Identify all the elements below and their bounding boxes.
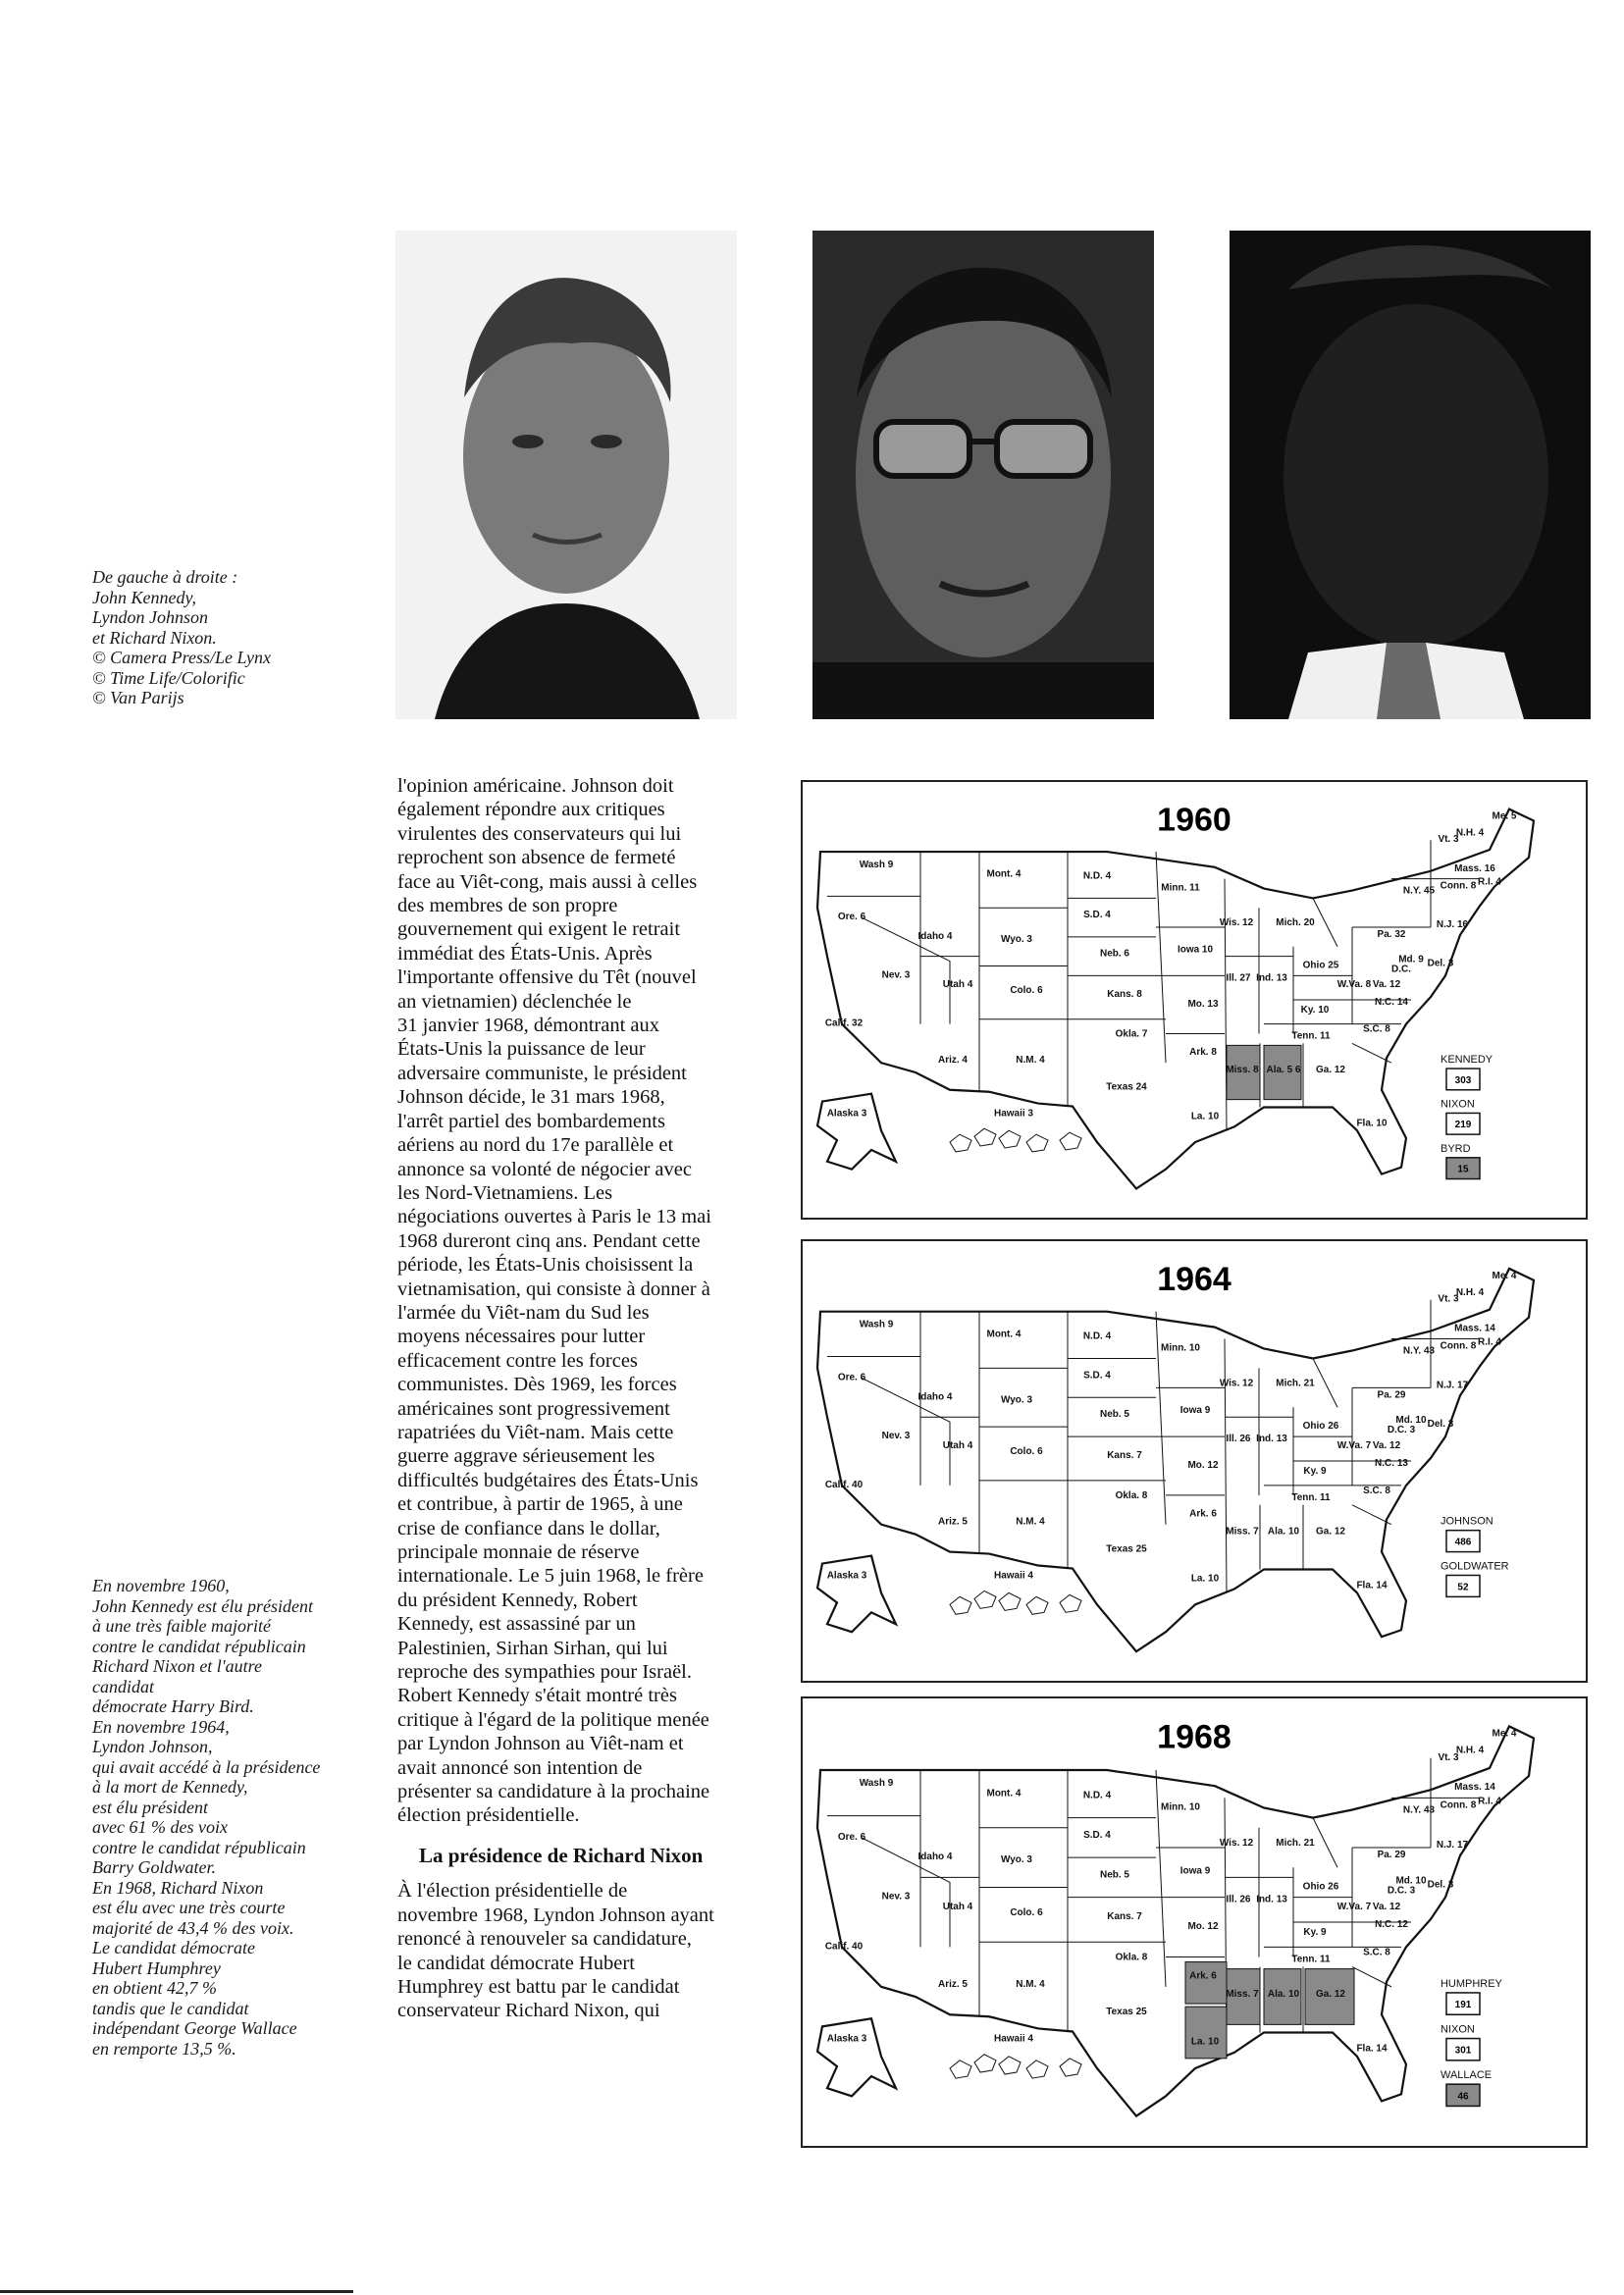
state-label-kans: Kans. 7 (1107, 1450, 1142, 1462)
state-label-kans: Kans. 8 (1107, 989, 1142, 1001)
state-label-miss: Miss. 7 (1226, 1988, 1259, 2001)
state-label-dc: D.C. (1391, 964, 1411, 975)
state-label-sc: S.C. 8 (1363, 1947, 1390, 1958)
state-label-ga: Ga. 12 (1315, 1526, 1346, 1538)
article-paragraph (397, 774, 770, 1828)
state-label-nj: N.J. 17 (1436, 1839, 1469, 1852)
state-label-mass: Mass. 14 (1454, 1782, 1495, 1794)
text-line: guerre aggrave sérieusement les (397, 1445, 655, 1468)
text-line: présenter sa candidature à la prochaine (397, 1781, 710, 1803)
state-label-ill: Ill. 27 (1226, 972, 1251, 984)
text-line: adversaire communiste, le président (397, 1062, 687, 1084)
text-line: 31 janvier 1968, démontrant aux (397, 1015, 660, 1037)
state-label-sd: S.D. 4 (1083, 1370, 1111, 1382)
state-label-mich: Mich. 21 (1276, 1837, 1315, 1849)
state-label-wis: Wis. 12 (1219, 917, 1254, 929)
state-label-nh: N.H. 4 (1455, 1286, 1485, 1298)
legend-value: 219 (1454, 1120, 1472, 1131)
caption-line: Barry Goldwater. (92, 1857, 216, 1877)
text-line: 1968 dureront cinq ans. Pendant cette (397, 1229, 701, 1252)
hawaii-island (1060, 2059, 1081, 2076)
text-line: période, les États-Unis choisissent la (397, 1254, 694, 1277)
state-label-kans: Kans. 7 (1107, 1910, 1142, 1922)
state-label-va: Va. 12 (1372, 1440, 1401, 1452)
state-label-wis: Wis. 12 (1219, 1837, 1254, 1849)
text-line: communistes. Dès 1969, les forces (397, 1374, 677, 1396)
state-label-utah: Utah 4 (942, 1440, 973, 1452)
state-label-tenn: Tenn. 11 (1291, 1030, 1331, 1042)
legend-value: 46 (1457, 2091, 1469, 2103)
state-label-ala: Ala. 5 6 (1266, 1065, 1301, 1075)
caption-line: est élu président (92, 1797, 208, 1817)
text-line: du président Kennedy, Robert (397, 1589, 638, 1611)
map-year-title: 1968 (1157, 1718, 1231, 1756)
text-line: an vietnamien) déclenchée le (397, 990, 632, 1013)
text-line: aériens au nord du 17e parallèle et (397, 1134, 674, 1157)
state-label-nd: N.D. 4 (1082, 870, 1112, 882)
state-label-texas: Texas 25 (1106, 1543, 1147, 1555)
state-label-neb: Neb. 6 (1100, 948, 1129, 960)
state-label-calif: Calif. 40 (824, 1941, 864, 1953)
text-line: crise de confiance dans le dollar, (397, 1517, 660, 1539)
caption-line: Lyndon Johnson (92, 607, 208, 627)
legend-name: HUMPHREY (1441, 1977, 1502, 1990)
state-label-mo: Mo. 13 (1187, 998, 1219, 1010)
election-map-1964 (801, 1239, 1588, 1683)
state-label-fla: Fla. 14 (1356, 2043, 1388, 2055)
map-year-title: 1960 (1157, 801, 1231, 839)
state-label-nc: N.C. 14 (1375, 996, 1408, 1008)
state-label-ohio: Ohio 25 (1302, 960, 1339, 971)
text-line: Humphrey est battu par le candidat (397, 1975, 680, 1998)
map-svg (803, 1698, 1586, 2146)
hawaii-island (999, 2057, 1021, 2074)
shaded-state-ark (1185, 1962, 1227, 2005)
alaska-shape (817, 1094, 896, 1170)
state-label-fla: Fla. 14 (1356, 1580, 1388, 1591)
state-label-ill: Ill. 26 (1226, 1894, 1251, 1905)
state-label-nc: N.C. 13 (1375, 1457, 1408, 1469)
text-line: l'arrêt partiel des bombardements (397, 1110, 665, 1132)
legend-name: BYRD (1441, 1142, 1471, 1155)
elections-caption (92, 1576, 357, 2059)
state-label-miss: Miss. 8 (1226, 1065, 1259, 1075)
state-label-sc: S.C. 8 (1363, 1023, 1390, 1035)
state-label-neb: Neb. 5 (1100, 1409, 1129, 1421)
state-label-nh: N.H. 4 (1455, 827, 1485, 839)
state-label-ore: Ore. 6 (837, 912, 866, 923)
map-year-title: 1964 (1157, 1260, 1231, 1298)
state-label-dc: D.C. 3 (1387, 1425, 1416, 1436)
state-label-sd: S.D. 4 (1083, 910, 1111, 921)
state-label-pa: Pa. 32 (1377, 928, 1406, 940)
state-label-ky: Ky. 10 (1300, 1004, 1330, 1016)
state-label-ariz: Ariz. 4 (938, 1055, 968, 1067)
state-label-utah: Utah 4 (942, 1901, 973, 1912)
state-label-mo: Mo. 12 (1187, 1459, 1219, 1471)
state-label-hawaii: Hawaii 4 (994, 1570, 1033, 1582)
state-label-wash: Wash 9 (859, 1319, 894, 1330)
legend-value: 52 (1457, 1582, 1469, 1593)
state-label-wva: W.Va. 7 (1336, 1901, 1372, 1912)
state-label-wyo: Wyo. 3 (1000, 933, 1033, 945)
text-line: des membres de son propre (397, 895, 618, 917)
alaska-shape (817, 1556, 896, 1633)
photo-lyndon-johnson (812, 231, 1154, 719)
text-line: face au Viêt-cong, mais aussi à celles (397, 870, 698, 893)
text-line: États-Unis la puissance de leur (397, 1038, 646, 1061)
state-label-nh: N.H. 4 (1455, 1745, 1485, 1756)
state-label-ky: Ky. 9 (1303, 1927, 1327, 1939)
state-label-vt: Vt. 3 (1438, 1751, 1459, 1763)
caption-line: contre le candidat républicain (92, 1837, 306, 1857)
caption-line: démocrate Harry Bird. (92, 1696, 254, 1716)
shaded-state-la (1185, 2007, 1227, 2059)
caption-line: En 1968, Richard Nixon (92, 1877, 264, 1898)
state-label-ny: N.Y. 43 (1402, 1804, 1436, 1816)
state-label-ind: Ind. 13 (1256, 1434, 1287, 1445)
legend-value: 301 (1454, 2045, 1472, 2057)
state-label-idaho: Idaho 4 (917, 930, 953, 942)
state-label-ind: Ind. 13 (1256, 1894, 1287, 1905)
text-line: Kennedy, est assassiné par un (397, 1613, 636, 1636)
caption-line: John Kennedy est élu président (92, 1595, 313, 1616)
state-label-wash: Wash 9 (859, 859, 894, 870)
state-label-calif: Calif. 40 (824, 1479, 864, 1490)
caption-line: De gauche à droite : (92, 567, 238, 587)
state-label-nm: N.M. 4 (1016, 1516, 1045, 1528)
text-line: novembre 1968, Lyndon Johnson ayant (397, 1904, 714, 1926)
hawaii-island (999, 1592, 1021, 1610)
state-label-hawaii: Hawaii 4 (994, 2033, 1033, 2045)
caption-line: tandis que le candidat (92, 1998, 249, 2018)
state-label-sd: S.D. 4 (1083, 1829, 1111, 1841)
text-line: Palestinien, Sirhan Sirhan, qui lui (397, 1637, 668, 1659)
state-label-nev: Nev. 3 (881, 1431, 911, 1442)
legend-name: NIXON (1441, 1098, 1475, 1111)
text-line: par Lyndon Johnson au Viêt-nam et (397, 1733, 684, 1755)
photo-richard-nixon (1230, 231, 1591, 719)
state-label-ri: R.I. 4 (1478, 1336, 1501, 1348)
state-label-del: Del. 3 (1427, 958, 1454, 969)
text-line: annonce sa volonté de négocier avec (397, 1158, 692, 1180)
state-label-okla: Okla. 8 (1115, 1489, 1148, 1501)
caption-line: avec 61 % des voix (92, 1817, 228, 1837)
state-label-va: Va. 12 (1372, 979, 1401, 991)
election-map-1968 (801, 1696, 1588, 2148)
state-label-iowa: Iowa 9 (1179, 1405, 1211, 1417)
state-label-texas: Texas 24 (1106, 1081, 1147, 1093)
state-label-okla: Okla. 7 (1115, 1028, 1148, 1040)
state-label-md: Md. 10 (1395, 1415, 1427, 1427)
caption-line: contre le candidat républicain (92, 1636, 306, 1656)
caption-line: John Kennedy, (92, 587, 196, 607)
caption-line: © Camera Press/Le Lynx (92, 648, 271, 667)
state-label-wis: Wis. 12 (1219, 1378, 1254, 1389)
state-label-sc: S.C. 8 (1363, 1485, 1390, 1496)
state-label-mont: Mont. 4 (986, 1788, 1022, 1799)
text-line: et contribue, à partir de 1965, à une (397, 1493, 683, 1516)
text-line: internationale. Le 5 juin 1968, le frère (397, 1565, 704, 1588)
text-line: l'armée du Viêt-nam du Sud les (397, 1301, 650, 1324)
state-label-la: La. 10 (1190, 1573, 1220, 1585)
state-label-ariz: Ariz. 5 (938, 1978, 968, 1990)
state-label-texas: Texas 25 (1106, 2007, 1147, 2018)
hawaii-island (1060, 1132, 1081, 1150)
legend-value: 486 (1454, 1537, 1472, 1548)
text-line: difficultés budgétaires des États-Unis (397, 1469, 699, 1491)
state-label-del: Del. 3 (1427, 1879, 1454, 1891)
state-label-wyo: Wyo. 3 (1001, 1854, 1032, 1866)
map-svg (803, 782, 1586, 1218)
state-label-vt: Vt. 3 (1438, 834, 1459, 846)
state-label-ky: Ky. 9 (1303, 1465, 1327, 1477)
text-line: À l'élection présidentielle de (397, 1880, 628, 1903)
text-line: élection présidentielle. (397, 1804, 580, 1827)
caption-line: En novembre 1964, (92, 1716, 230, 1737)
caption-line: et Richard Nixon. (92, 627, 217, 648)
article-paragraph (397, 1879, 770, 2022)
state-label-nev: Nev. 3 (881, 969, 911, 981)
hawaii-island (974, 2055, 996, 2072)
hawaii-island (950, 1596, 971, 1614)
caption-line: majorité de 43,4 % des voix. (92, 1917, 294, 1938)
state-label-conn: Conn. 8 (1440, 1340, 1477, 1352)
text-line: également répondre aux critiques (397, 799, 665, 821)
state-label-ind: Ind. 13 (1256, 972, 1287, 984)
map-svg (803, 1241, 1586, 1681)
state-label-md: Md. 9 (1398, 954, 1424, 965)
alaska-shape (817, 2018, 896, 2096)
state-label-alaska: Alaska 3 (826, 1570, 867, 1582)
caption-line: indépendant George Wallace (92, 2018, 297, 2038)
state-label-me: Me. 4 (1492, 1270, 1517, 1281)
state-label-ill: Ill. 26 (1226, 1434, 1251, 1445)
state-label-nm: N.M. 4 (1016, 1055, 1045, 1067)
hawaii-island (1026, 1596, 1048, 1614)
state-label-la: La. 10 (1190, 2036, 1220, 2048)
caption-line: à une très faible majorité (92, 1616, 271, 1636)
text-line: gouvernement qui exigent le retrait (397, 918, 681, 941)
state-label-ga: Ga. 12 (1316, 1988, 1345, 2001)
state-label-hawaii: Hawaii 3 (994, 1108, 1033, 1120)
state-label-mass: Mass. 14 (1454, 1323, 1495, 1334)
state-label-conn: Conn. 8 (1440, 880, 1477, 892)
caption-line: candidat (92, 1676, 154, 1696)
state-label-iowa: Iowa 10 (1177, 944, 1214, 956)
state-label-neb: Neb. 5 (1100, 1869, 1129, 1881)
section-heading: La présidence de Richard Nixon (419, 1843, 704, 1867)
hawaii-island (974, 1591, 996, 1608)
state-label-del: Del. 3 (1427, 1419, 1454, 1431)
text-line: les Nord-Vietnamiens. Les (397, 1181, 613, 1204)
state-label-mo: Mo. 12 (1187, 1921, 1219, 1933)
legend-value: 191 (1454, 2000, 1472, 2011)
caption-line: En novembre 1960, (92, 1576, 230, 1595)
text-line: conservateur Richard Nixon, qui (397, 2000, 660, 2022)
article-body (397, 774, 770, 2023)
state-label-minn: Minn. 10 (1161, 1801, 1200, 1813)
state-label-nc: N.C. 12 (1375, 1919, 1408, 1931)
state-label-ore: Ore. 6 (837, 1372, 866, 1383)
state-label-wash: Wash 9 (859, 1778, 894, 1790)
text-line: efficacement contre les forces (397, 1349, 638, 1372)
state-label-ark: Ark. 6 (1189, 1970, 1217, 1982)
state-label-minn: Minn. 10 (1161, 1342, 1200, 1354)
state-label-nd: N.D. 4 (1082, 1330, 1112, 1342)
caption-line: Richard Nixon et l'autre (92, 1656, 262, 1676)
text-line: Robert Kennedy s'était montré très (397, 1685, 677, 1707)
caption-line: Le candidat démocrate (92, 1938, 255, 1957)
legend-name: JOHNSON (1441, 1515, 1493, 1528)
state-label-nev: Nev. 3 (881, 1891, 911, 1903)
caption-line: © Van Parijs (92, 688, 184, 707)
caption-line: est élu avec une très courte (92, 1898, 286, 1917)
legend-name: NIXON (1441, 2023, 1475, 2036)
state-label-ark: Ark. 6 (1189, 1508, 1217, 1520)
text-line: vietnamisation, qui consiste à donner à (397, 1278, 710, 1300)
caption-line: Hubert Humphrey (92, 1957, 221, 1978)
state-label-iowa: Iowa 9 (1179, 1865, 1211, 1877)
state-label-pa: Pa. 29 (1377, 1850, 1406, 1861)
legend-name: GOLDWATER (1441, 1560, 1509, 1573)
state-label-nd: N.D. 4 (1082, 1790, 1112, 1801)
hawaii-island (950, 2060, 971, 2078)
text-line: critique à l'égard de la politique menée (397, 1708, 709, 1731)
state-label-colo: Colo. 6 (1010, 1906, 1043, 1918)
state-label-conn: Conn. 8 (1440, 1799, 1477, 1811)
hawaii-island (999, 1130, 1021, 1148)
state-label-alaska: Alaska 3 (826, 2033, 867, 2045)
state-label-calif: Calif. 32 (824, 1017, 864, 1029)
state-label-okla: Okla. 8 (1115, 1952, 1148, 1963)
state-label-minn: Minn. 11 (1161, 882, 1200, 894)
state-label-md: Md. 10 (1395, 1875, 1427, 1887)
state-label-nj: N.J. 16 (1436, 919, 1469, 930)
photo-john-kennedy (395, 231, 737, 719)
hawaii-island (974, 1128, 996, 1146)
text-line: négociations ouvertes à Paris le 13 mai (397, 1206, 711, 1228)
state-label-tenn: Tenn. 11 (1291, 1491, 1331, 1503)
text-line: avait annoncé son intention de (397, 1756, 643, 1779)
hawaii-island (1060, 1594, 1081, 1612)
state-label-ri: R.I. 4 (1478, 876, 1501, 888)
state-label-mich: Mich. 20 (1276, 917, 1315, 929)
state-label-fla: Fla. 10 (1356, 1118, 1388, 1129)
caption-line: Lyndon Johnson, (92, 1737, 213, 1756)
state-label-ohio: Ohio 26 (1302, 1881, 1339, 1893)
text-line: rapatriées du Viêt-nam. Mais cette (397, 1421, 674, 1443)
state-label-ny: N.Y. 43 (1402, 1345, 1436, 1357)
text-line: Johnson décide, le 31 mars 1968, (397, 1086, 665, 1109)
text-line: principale monnaie de réserve (397, 1541, 640, 1563)
state-label-ohio: Ohio 26 (1302, 1421, 1339, 1433)
state-label-vt: Vt. 3 (1438, 1293, 1459, 1305)
hawaii-island (1026, 2060, 1048, 2078)
state-label-ark: Ark. 8 (1189, 1047, 1217, 1059)
state-label-idaho: Idaho 4 (917, 1391, 953, 1403)
text-line: américaines sont progressivement (397, 1397, 670, 1420)
usa-outline (817, 1269, 1534, 1651)
text-line: l'opinion américaine. Johnson doit (397, 775, 674, 797)
hawaii-island (950, 1134, 971, 1152)
state-label-la: La. 10 (1190, 1111, 1220, 1122)
state-label-ariz: Ariz. 5 (938, 1516, 968, 1528)
state-label-va: Va. 12 (1372, 1901, 1401, 1912)
caption-line: à la mort de Kennedy, (92, 1777, 248, 1797)
legend-value: 15 (1457, 1164, 1469, 1175)
text-line: immédiat des États-Unis. Après (397, 942, 653, 965)
election-map-1960 (801, 780, 1588, 1220)
state-label-alaska: Alaska 3 (826, 1108, 867, 1120)
state-label-colo: Colo. 6 (1010, 1446, 1043, 1458)
legend-name: WALLACE (1441, 2069, 1493, 2082)
legend-value: 303 (1454, 1074, 1472, 1086)
state-label-nm: N.M. 4 (1016, 1978, 1045, 1990)
state-label-mont: Mont. 4 (986, 1329, 1022, 1340)
text-line: reproche des sympathies pour Israël. (397, 1661, 692, 1684)
state-label-pa: Pa. 29 (1377, 1389, 1406, 1401)
legend-name: KENNEDY (1441, 1054, 1493, 1067)
bottom-rule (0, 2290, 353, 2293)
caption-line: en obtient 42,7 % (92, 1978, 217, 1998)
state-label-ri: R.I. 4 (1478, 1796, 1501, 1807)
state-label-mich: Mich. 21 (1276, 1378, 1315, 1389)
caption-line: © Time Life/Colorific (92, 667, 245, 688)
state-label-me: Me. 5 (1492, 810, 1517, 822)
state-label-mass: Mass. 16 (1454, 862, 1495, 874)
text-line: moyens nécessaires pour lutter (397, 1326, 646, 1348)
state-label-ala: Ala. 10 (1267, 1988, 1300, 2001)
state-label-colo: Colo. 6 (1010, 985, 1043, 997)
state-label-utah: Utah 4 (942, 979, 973, 991)
state-label-me: Me. 4 (1492, 1728, 1517, 1740)
state-label-wva: W.Va. 7 (1336, 1440, 1372, 1452)
state-label-ga: Ga. 12 (1316, 1065, 1345, 1075)
state-label-tenn: Tenn. 11 (1291, 1954, 1331, 1965)
state-label-ala: Ala. 10 (1267, 1526, 1300, 1538)
hawaii-island (1026, 1134, 1048, 1152)
usa-outline (817, 809, 1534, 1189)
state-label-miss: Miss. 7 (1226, 1526, 1259, 1538)
text-line: l'importante offensive du Têt (nouvel (397, 966, 697, 989)
text-line: reprochent son absence de fermeté (397, 847, 676, 869)
photo-caption (92, 567, 318, 708)
caption-line: qui avait accédé à la présidence (92, 1756, 321, 1777)
state-label-ny: N.Y. 45 (1402, 885, 1436, 897)
state-label-dc: D.C. 3 (1387, 1885, 1416, 1897)
state-label-wyo: Wyo. 3 (1000, 1394, 1033, 1406)
usa-outline (817, 1726, 1534, 2115)
text-line: renoncé à renouveler sa candidature, (397, 1928, 692, 1951)
state-label-idaho: Idaho 4 (917, 1852, 953, 1863)
caption-line: en remporte 13,5 %. (92, 2038, 236, 2059)
state-label-wva: W.Va. 8 (1336, 979, 1372, 991)
state-label-mont: Mont. 4 (986, 868, 1022, 880)
text-line: virulentes des conservateurs qui lui (397, 822, 682, 845)
text-line: le candidat démocrate Hubert (397, 1952, 635, 1974)
state-label-nj: N.J. 17 (1436, 1380, 1469, 1391)
state-label-ore: Ore. 6 (837, 1831, 866, 1843)
